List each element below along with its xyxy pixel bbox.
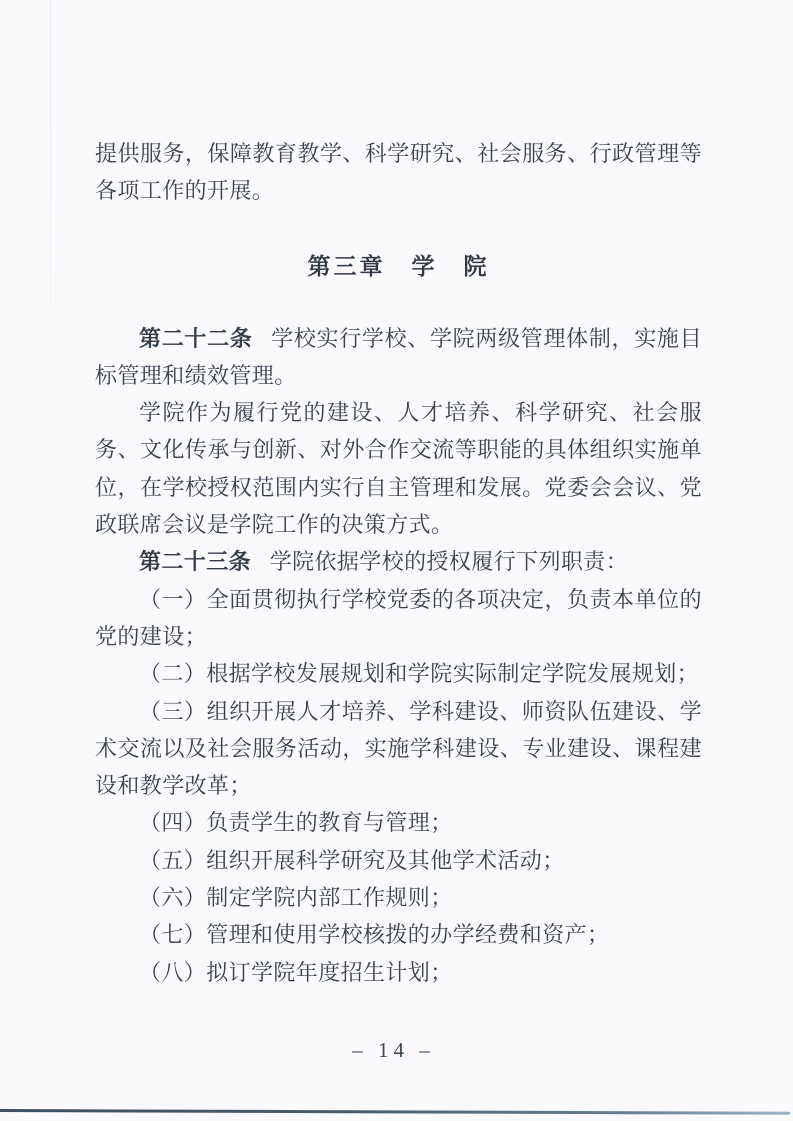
scan-edge-line	[0, 1109, 790, 1115]
duty-item-8	[95, 954, 702, 991]
article-22-text: 学校实行学校、学院两级管理体制，实施目标管理和绩效管理。	[95, 325, 702, 388]
document-content	[95, 135, 702, 991]
college-role-paragraph	[95, 394, 702, 543]
article-23-number: 第二十三条	[139, 549, 252, 575]
intro-paragraph	[95, 135, 702, 210]
scanner-streak-artifact	[50, 0, 51, 420]
duty-item-5	[95, 842, 702, 879]
duty-item-7	[95, 916, 702, 953]
duty-item-1-text: （一）全面贯彻执行学校党委的各项决定，负责本单位的党的建设；	[95, 586, 702, 649]
college-role-text: 学院作为履行党的建设、人才培养、科学研究、社会服务、文化传承与创新、对外合作交流等职能的具体组织实施单位，在学校授权范围内实行自主管理和发展。党委会会议、党政联席会议是学院工作的决策方式。	[95, 400, 702, 538]
article-22-number: 第二十二条	[139, 325, 253, 351]
duty-item-5-text: （五）组织开展科学研究及其他学术活动；	[139, 847, 565, 873]
duty-item-4-text: （四）负责学生的教育与管理；	[139, 810, 453, 836]
page-number: – 14 –	[352, 1038, 435, 1062]
duty-item-1	[95, 581, 702, 656]
duty-item-2	[95, 655, 702, 692]
duty-item-6-text: （六）制定学院内部工作规则；	[139, 885, 453, 911]
intro-paragraph-text: 提供服务，保障教育教学、科学研究、社会服务、行政管理等各项工作的开展。	[95, 141, 702, 204]
article-23-text: 学院依据学校的授权履行下列职责：	[269, 549, 629, 575]
duty-item-2-text: （二）根据学校发展规划和学院实际制定学院发展规划；	[139, 661, 700, 687]
duty-item-3	[95, 693, 702, 805]
duty-item-3-text: （三）组织开展人才培养、学科建设、师资队伍建设、学术交流以及社会服务活动，实施学科建设、专业建设、课程建设和教学改革；	[95, 698, 702, 799]
article-22-paragraph	[95, 320, 702, 395]
duty-item-4	[95, 804, 702, 841]
article-23-paragraph	[95, 543, 702, 580]
duty-item-7-text: （七）管理和使用学校核拨的办学经费和资产；	[139, 922, 610, 948]
duty-item-8-text: （八）拟订学院年度招生计划；	[139, 959, 453, 985]
chapter-heading: 第三章 学 院	[307, 252, 490, 279]
duty-item-6	[95, 879, 702, 916]
